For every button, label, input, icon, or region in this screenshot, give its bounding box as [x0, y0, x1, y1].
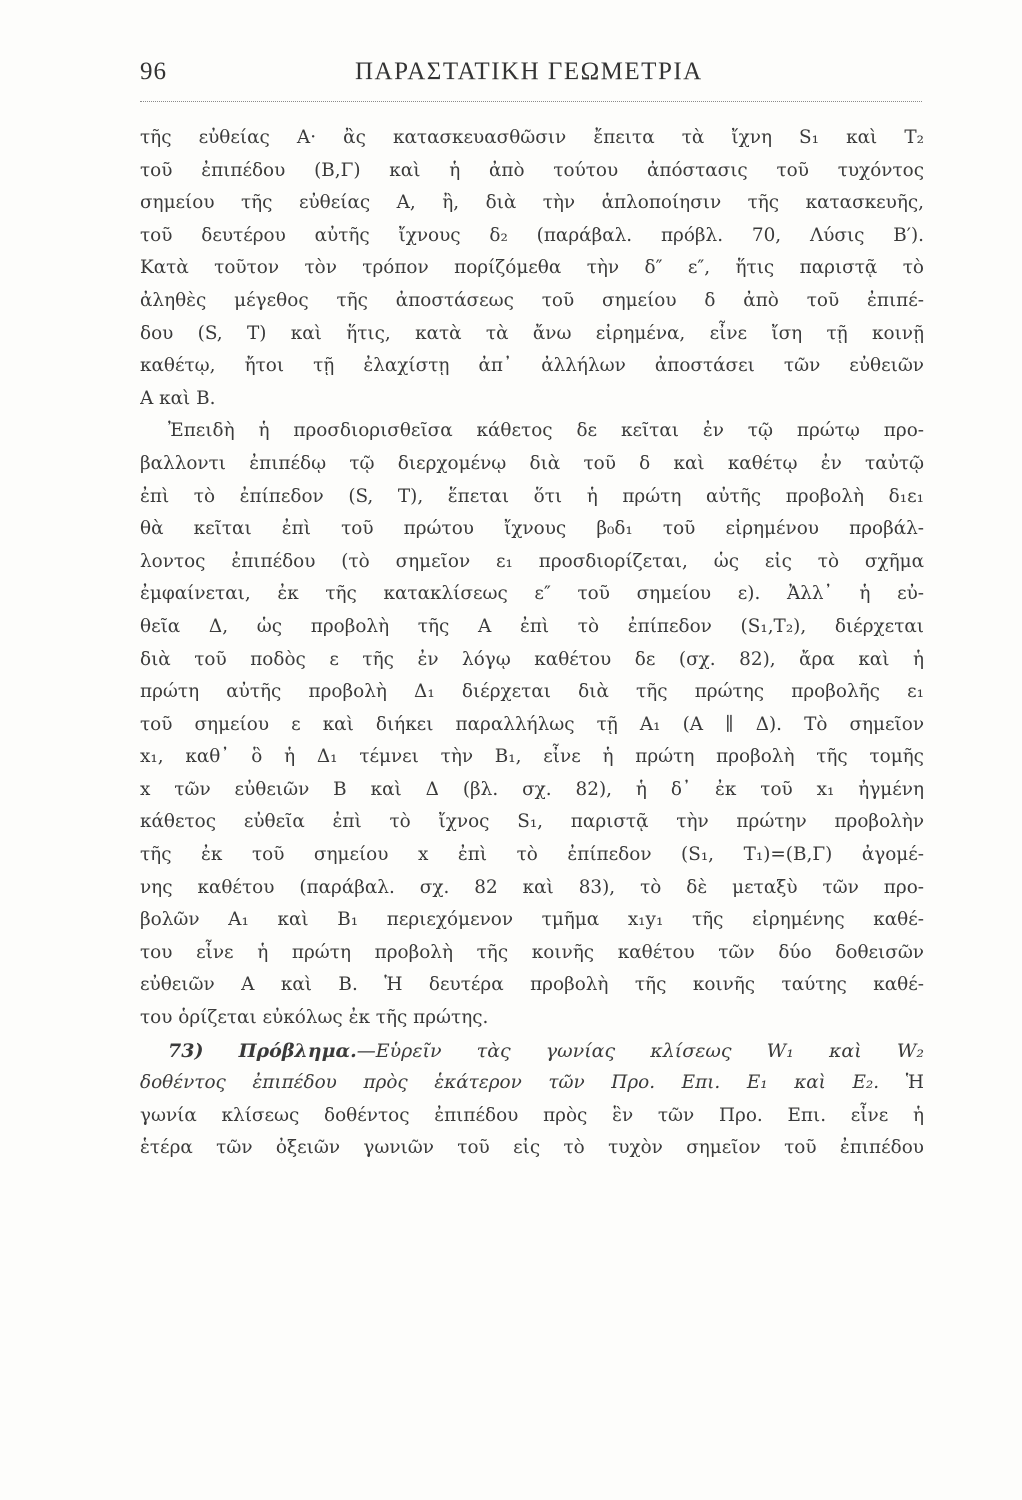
text-line: Α καὶ Β. [140, 387, 216, 409]
text-line: τοῦ ἐπιπέδου (Β,Γ) καὶ ἡ ἀπὸ τούτου ἀπόστασις τοῦ τυχόντος [140, 159, 924, 181]
running-title: ΠΑΡΑΣΤΑΤΙΚΗ ΓΕΩΜΕΤΡΙΑ [355, 58, 703, 85]
text-line: καθέτῳ, ἤτοι τῇ ἐλαχίστῃ ἀπ᾽ ἀλλήλων ἀποστάσει τῶν εὐθειῶν [140, 355, 924, 377]
problem-continuation: Ἡ [905, 1072, 924, 1094]
text-line: x τῶν εὐθειῶν Β καὶ Δ (βλ. σχ. 82), ἡ δ᾽ ἐκ τοῦ x₁ ἠγμένη [140, 778, 924, 800]
text-line: βαλλοντι ἐπιπέδῳ τῷ διερχομένῳ διὰ τοῦ δ καὶ καθέτῳ ἐν ταὐτῷ [140, 452, 924, 474]
problem-statement-part-1: —Εὑρεῖν τὰς γωνίας κλίσεως W₁ καὶ W₂ [356, 1039, 924, 1062]
text-line: τῆς εὐθείας Α· ἂς κατασκευασθῶσιν ἔπειτα τὰ ἴχνη S₁ καὶ T₂ [140, 127, 924, 148]
text-line: σημείου τῆς εὐθείας Α, ἢ, διὰ τὴν ἁπλοποίησιν τῆς κατασκευῆς, [140, 192, 924, 214]
text-line: εὐθειῶν Α καὶ Β. Ἡ δευτέρα προβολὴ τῆς κοινῆς ταύτης καθέ- [140, 974, 924, 996]
text-line: τοῦ δευτέρου αὐτῆς ἴχνους δ₂ (παράβαλ. πρόβλ. 70, Λύσις Β′). [140, 224, 924, 246]
text-line: ἐμφαίνεται, ἐκ τῆς κατακλίσεως ε″ τοῦ σημείου ε). Ἀλλ᾽ ἡ εὐ- [140, 583, 924, 605]
text-line: x₁, καθ᾽ ὃ ἡ Δ₁ τέμνει τὴν Β₁, εἶνε ἡ πρώτη προβολὴ τῆς τομῆς [140, 746, 924, 768]
text-line: θεῖα Δ, ὡς προβολὴ τῆς Α ἐπὶ τὸ ἐπίπεδον (S₁,T₂), διέρχεται [140, 615, 924, 637]
text-line: ἀληθὲς μέγεθος τῆς ἀποστάσεως τοῦ σημείου δ ἀπὸ τοῦ ἐπιπέ- [140, 289, 924, 311]
problem-title: Πρόβλημα. [238, 1039, 357, 1062]
problem-statement-line [140, 1067, 924, 1100]
text-line: του εἶνε ἡ πρώτη προβολὴ τῆς κοινῆς καθέτου τῶν δύο δοθεισῶν [140, 941, 924, 963]
page-number: 96 [140, 58, 167, 85]
text-line: τοῦ σημείου ε καὶ διήκει παραλλήλως τῇ Α₁ (Α ∥ Δ). Τὸ σημεῖον [140, 713, 924, 735]
page-header [140, 58, 922, 94]
text-line: Ἐπειδὴ ἡ προσδιορισθεῖσα κάθετος δε κεῖται ἐν τῷ πρώτῳ προ- [168, 420, 924, 442]
text-line: Κατὰ τοῦτον τὸν τρόπον πορίζόμεθα τὴν δ″ ε″, ἥτις παριστᾷ τὸ [140, 257, 924, 279]
text-line: ἐπὶ τὸ ἐπίπεδον (S, T), ἕπεται ὅτι ἡ πρώτη αὐτῆς προβολὴ δ₁ε₁ [140, 485, 924, 507]
text-line: τῆς ἐκ τοῦ σημείου x ἐπὶ τὸ ἐπίπεδον (S₁, T₁)=(Β,Γ) ἀγομέ- [140, 844, 924, 866]
text-line: πρώτη αὐτῆς προβολὴ Δ₁ διέρχεται διὰ τῆς πρώτης προβολῆς ε₁ [140, 681, 924, 703]
text-line: θὰ κεῖται ἐπὶ τοῦ πρώτου ἴχνους β₀δ₁ τοῦ εἰρημένου προβάλ- [140, 518, 924, 540]
text-line: κάθετος εὐθεῖα ἐπὶ τὸ ἴχνος S₁, παριστᾷ τὴν πρώτην προβολὴν [140, 811, 924, 833]
problem-statement-part-2: δοθέντος ἐπιπέδου πρὸς ἑκάτερον τῶν Προ. Επι. E₁ καὶ E₂. [140, 1072, 880, 1094]
text-line: διὰ τοῦ ποδὸς ε τῆς ἐν λόγῳ καθέτου δε (σχ. 82), ἄρα καὶ ἡ [140, 648, 924, 670]
header-rule [140, 101, 922, 102]
problem-heading [140, 1035, 924, 1068]
text-line: του ὁρίζεται εὐκόλως ἐκ τῆς πρώτης. [140, 1007, 489, 1029]
body-text [140, 122, 924, 1165]
text-line: νης καθέτου (παράβαλ. σχ. 82 καὶ 83), τὸ δὲ μεταξὺ τῶν προ- [140, 876, 924, 898]
text-line: ἑτέρα τῶν ὀξειῶν γωνιῶν τοῦ εἰς τὸ τυχὸν σημεῖον τοῦ ἐπιπέδου [140, 1137, 924, 1159]
text-line: δου (S, T) καὶ ἥτις, κατὰ τὰ ἄνω εἰρημένα, εἶνε ἴση τῇ κοινῇ [140, 322, 924, 344]
text-line: βολῶν Α₁ καὶ Β₁ περιεχόμενον τμῆμα x₁y₁ τῆς εἰρημένης καθέ- [140, 909, 924, 931]
text-line: γωνία κλίσεως δοθέντος ἐπιπέδου πρὸς ἓν τῶν Προ. Επι. εἶνε ἡ [140, 1104, 924, 1126]
problem-number: 73) [168, 1039, 204, 1062]
text-line: λοντος ἐπιπέδου (τὸ σημεῖον ε₁ προσδιορίζεται, ὡς εἰς τὸ σχῆμα [140, 550, 924, 572]
